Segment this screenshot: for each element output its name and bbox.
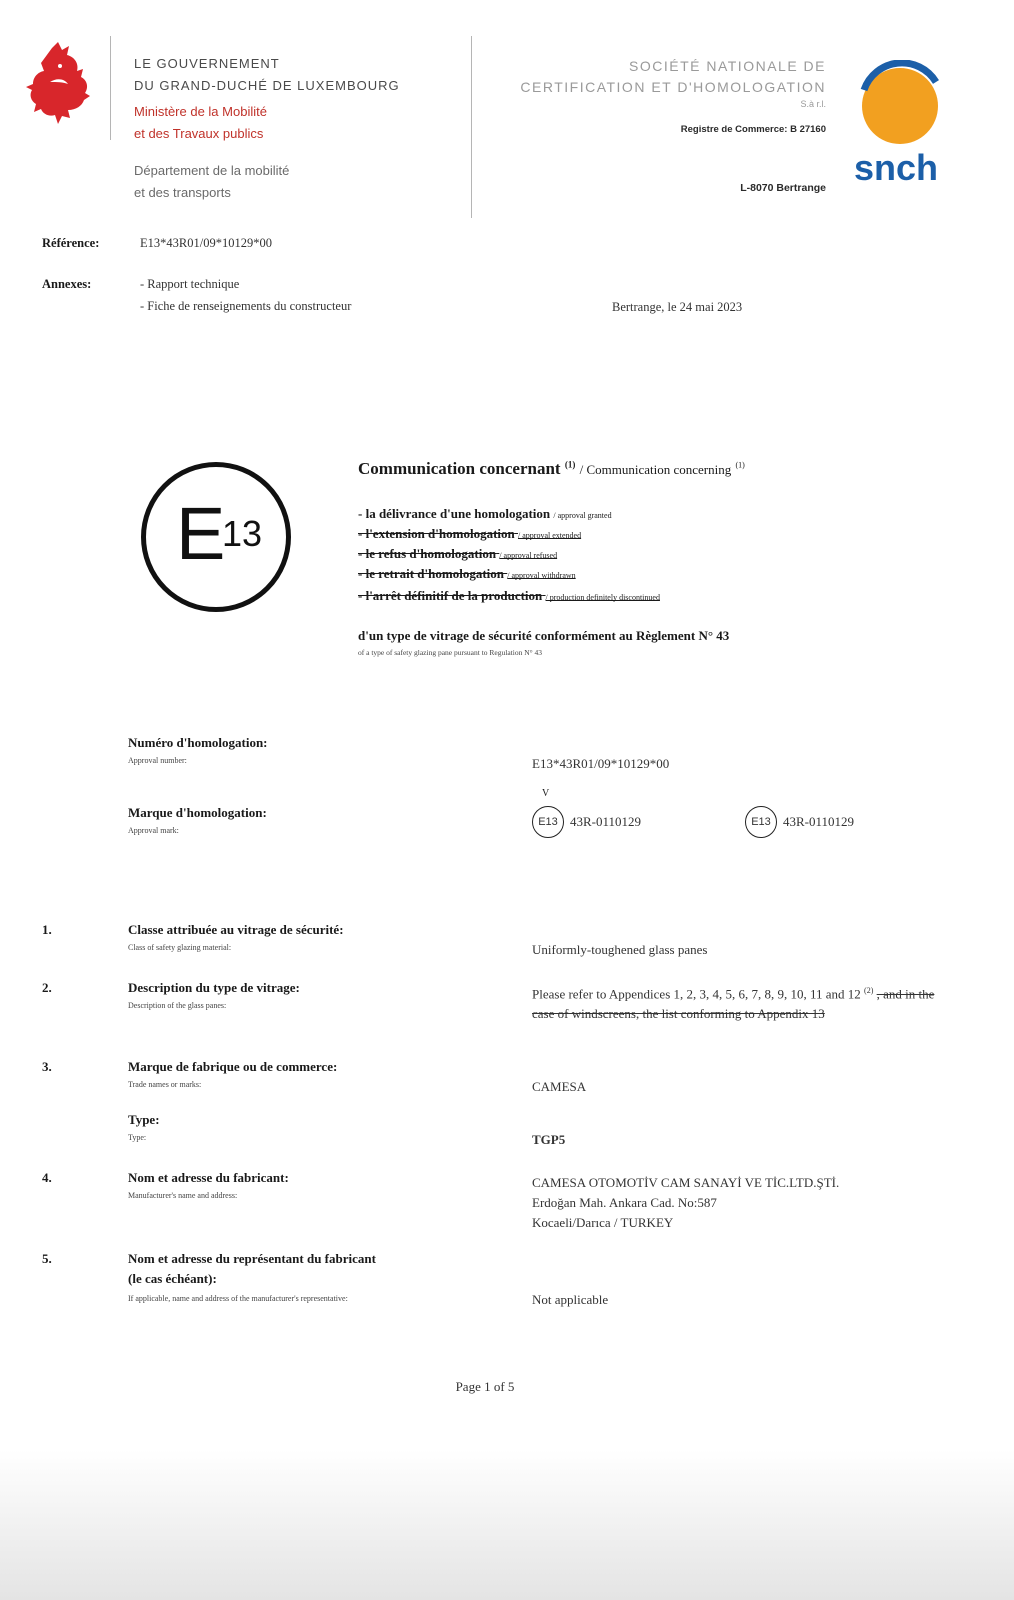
approval-mark-label-en: Approval mark:	[128, 826, 179, 835]
section-number: 1.	[42, 922, 52, 937]
safety-glazing-class-value: Uniformly-toughened glass panes	[532, 942, 708, 957]
department-line1: Département de la mobilité	[134, 163, 290, 178]
header-divider-center	[471, 36, 472, 218]
glass-description-note: (2)	[864, 986, 874, 995]
department-line2: et des transports	[134, 185, 231, 200]
communication-item-fr: - le refus d'homologation	[358, 546, 497, 561]
communication-note-en: (1)	[735, 460, 745, 470]
page-bottom-shadow	[0, 1450, 1014, 1600]
regulation-conformity-fr: d'un type de vitrage de sécurité conformément au Règlement N° 43	[358, 628, 730, 643]
communication-item	[358, 566, 576, 582]
gov-title-line2: DU GRAND-DUCHÉ DE LUXEMBOURG	[134, 78, 400, 93]
approval-mark-1-value: 43R-0110129	[570, 814, 642, 829]
section-number: 5.	[42, 1251, 52, 1266]
annex-item-2: - Fiche de renseignements du constructeur	[140, 299, 352, 313]
section-label-en: Class of safety glazing material:	[128, 943, 232, 952]
communication-item-en: / approval extended	[518, 531, 582, 540]
section-label-fr: Nom et adresse du représentant du fabricant	[128, 1251, 376, 1266]
communication-item-en: / approval granted	[553, 511, 612, 520]
communication-item	[358, 506, 612, 522]
communication-title-fr: Communication concernant	[358, 459, 561, 478]
section-label-en: Description of the glass panes:	[128, 1001, 227, 1010]
approval-number-label-en: Approval number:	[128, 756, 187, 765]
page-number: Page 1 of 5	[455, 1379, 515, 1394]
snch-name-line1: SOCIÉTÉ NATIONALE DE	[629, 58, 826, 74]
manufacturer-address-line2: Kocaeli/Darıca / TURKEY	[532, 1215, 674, 1230]
section-label-en: If applicable, name and address of the manufacturer's representative:	[128, 1294, 348, 1303]
e13-emblem	[141, 462, 291, 612]
svg-text:snch: snch	[854, 147, 939, 188]
reference-label: Référence:	[42, 236, 100, 250]
section-number: 3.	[42, 1059, 52, 1074]
communication-note: (1)	[564, 459, 576, 470]
manufacturer-address-line1: Erdoğan Mah. Ankara Cad. No:587	[532, 1195, 717, 1210]
glass-description-value	[532, 981, 952, 1024]
section-label-en: Type:	[128, 1133, 147, 1142]
regulation-conformity-en: of a type of safety glazing pane pursuant to Regulation N° 43	[358, 648, 542, 657]
snch-logo-icon	[850, 60, 950, 190]
emblem-letter: E	[176, 492, 226, 575]
section-number: 2.	[42, 980, 52, 995]
approval-mark-2-value: 43R-0110129	[783, 814, 855, 829]
communication-item	[358, 588, 660, 604]
communication-item-fr: - la délivrance d'une homologation	[358, 506, 551, 521]
communication-title	[358, 459, 745, 479]
communication-item-en: / approval withdrawn	[507, 571, 576, 580]
communication-item	[358, 526, 581, 542]
communication-item	[358, 546, 557, 562]
snch-name-line2: CERTIFICATION ET D'HOMOLOGATION	[520, 79, 826, 95]
annexes-label: Annexes:	[42, 277, 92, 291]
snch-registry: Registre de Commerce: B 27160	[680, 124, 826, 135]
manufacturer-name: CAMESA OTOMOTİV CAM SANAYİ VE TİC.LTD.ŞTİ.	[532, 1175, 840, 1190]
glass-description-text: Please refer to Appendices 1, 2, 3, 4, 5, 6, 7, 8, 9, 10, 11 and 12	[532, 986, 861, 1002]
approval-mark-2	[745, 806, 854, 838]
document-date: Bertrange, le 24 mai 2023	[612, 300, 743, 314]
gov-title-line1: LE GOUVERNEMENT	[134, 56, 280, 71]
approval-mark-1	[532, 806, 641, 838]
approval-mark-1-circle: E13	[532, 806, 564, 838]
approval-mark-2-circle: E13	[745, 806, 777, 838]
approval-number-value: E13*43R01/09*10129*00	[532, 756, 670, 771]
reference-value: E13*43R01/09*10129*00	[140, 236, 272, 250]
emblem-number: 13	[222, 513, 263, 554]
header-divider-left	[110, 36, 111, 140]
snch-location: L-8070 Bertrange	[740, 182, 826, 194]
ministry-line2: et des Travaux publics	[134, 126, 264, 141]
communication-title-en: / Communication concerning	[579, 462, 732, 477]
approval-number-label: Numéro d'homologation:	[128, 735, 268, 750]
section-label-fr: Type:	[128, 1112, 160, 1127]
representative-value: Not applicable	[532, 1292, 609, 1307]
communication-item-fr: - le retrait d'homologation	[358, 566, 504, 581]
communication-item-fr: - l'extension d'homologation	[358, 526, 515, 541]
section-label-en: Trade names or marks:	[128, 1080, 202, 1089]
approval-mark-v: V	[542, 788, 550, 799]
luxembourg-lion-icon	[22, 42, 94, 126]
communication-item-fr: - l'arrêt définitif de la production	[358, 588, 543, 603]
section-label-fr: Nom et adresse du fabricant:	[128, 1170, 289, 1185]
type-value: TGP5	[532, 1132, 566, 1147]
section-label-fr: Description du type de vitrage:	[128, 980, 300, 995]
annex-item-1: - Rapport technique	[140, 277, 240, 291]
communication-item-en: / production definitely discontinued	[545, 593, 660, 602]
snch-legal-form: S.à r.l.	[800, 99, 826, 109]
approval-mark-label: Marque d'homologation:	[128, 805, 267, 820]
section-number: 4.	[42, 1170, 52, 1185]
section-label-fr: Classe attribuée au vitrage de sécurité:	[128, 922, 344, 937]
section-label-en: Manufacturer's name and address:	[128, 1191, 238, 1200]
communication-item-en: / approval refused	[499, 551, 558, 560]
section-label-fr-2: (le cas échéant):	[128, 1271, 217, 1286]
ministry-line1: Ministère de la Mobilité	[134, 104, 267, 119]
trade-name-value: CAMESA	[532, 1079, 587, 1094]
section-label-fr: Marque de fabrique ou de commerce:	[128, 1059, 338, 1074]
glass-description-struck: , and in the case of windscreens, the list conforming to Appendix 13	[532, 986, 935, 1022]
